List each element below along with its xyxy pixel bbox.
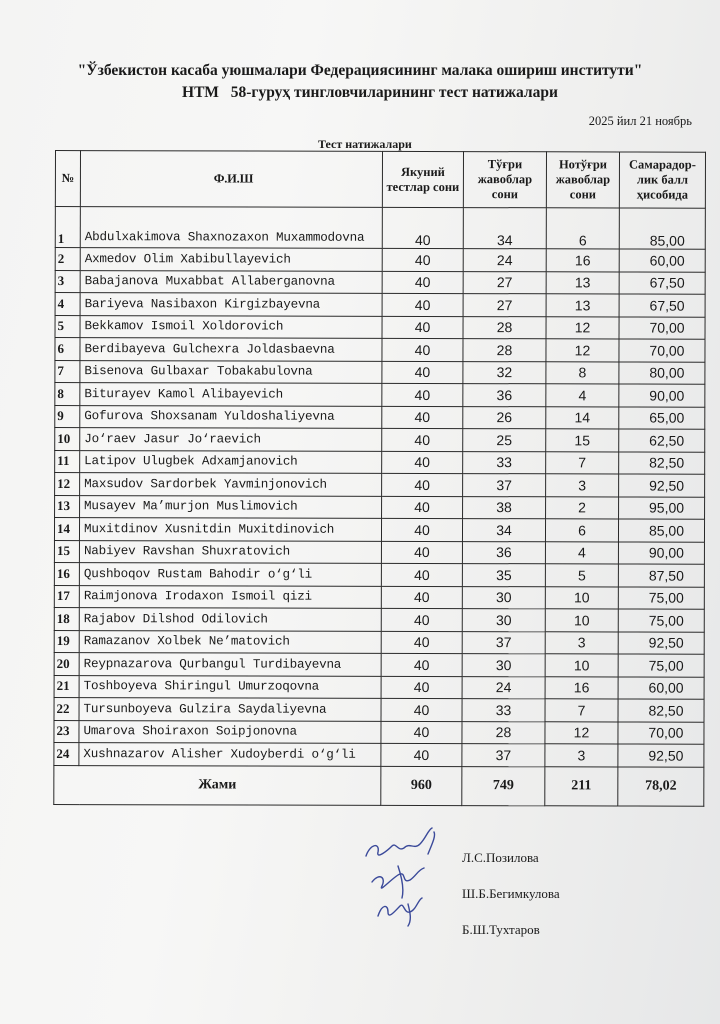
row-score: 82,50 <box>618 699 704 722</box>
row-correct: 33 <box>463 451 546 474</box>
row-total: 40 <box>382 428 463 451</box>
row-score: 62,50 <box>619 429 705 452</box>
row-incorrect: 10 <box>545 586 618 609</box>
row-score: 87,50 <box>618 564 704 587</box>
totals-correct: 749 <box>462 766 545 805</box>
row-score: 70,00 <box>618 721 704 744</box>
row-score: 85,00 <box>618 519 704 542</box>
row-score: 80,00 <box>619 361 705 384</box>
row-number: 11 <box>55 450 80 473</box>
row-correct: 38 <box>463 496 546 519</box>
row-correct: 34 <box>462 519 545 542</box>
column-header-total: Якуний тестлар сони <box>382 151 463 207</box>
row-score: 60,00 <box>619 249 705 272</box>
row-number: 10 <box>55 428 80 451</box>
row-name: Bisenova Gulbaxar Tobakabulovna <box>80 360 382 383</box>
totals-label: Жами <box>54 765 381 805</box>
row-total: 40 <box>382 361 463 384</box>
row-name: Xushnazarov Alisher Xudoyberdi o‘g‘li <box>79 743 381 766</box>
row-incorrect: 4 <box>545 541 618 564</box>
table-row <box>54 562 704 586</box>
table-row <box>54 697 704 721</box>
row-name: Rajabov Dilshod Odilovich <box>79 608 381 631</box>
row-number: 18 <box>54 607 79 630</box>
signature-2 <box>372 866 424 898</box>
row-incorrect: 7 <box>546 451 619 474</box>
row-score: 90,00 <box>618 541 704 564</box>
row-score: 85,00 <box>619 208 705 249</box>
row-total: 40 <box>382 207 463 248</box>
document-date: 2025 йил 21 ноябрь <box>588 114 692 128</box>
row-correct: 25 <box>463 429 546 452</box>
table-row <box>55 207 705 250</box>
row-number: 23 <box>54 720 79 743</box>
column-header-num: № <box>55 151 80 207</box>
row-total: 40 <box>381 698 462 721</box>
row-incorrect: 16 <box>546 249 619 272</box>
row-incorrect: 4 <box>546 384 619 407</box>
row-incorrect: 13 <box>546 294 619 317</box>
row-number: 16 <box>54 562 79 585</box>
row-total: 40 <box>382 316 463 339</box>
row-correct: 27 <box>463 271 546 294</box>
row-name: Abdulxakimova Shaxnozaxon Muxammodovna <box>80 207 382 249</box>
row-name: Bariyeva Nasibaxon Kirgizbayevna <box>80 293 382 316</box>
group-results-title: 58-гуруҳ тингловчиларининг тест натижалари <box>230 84 558 101</box>
row-score: 60,00 <box>618 676 704 699</box>
row-correct: 30 <box>462 586 545 609</box>
row-total: 40 <box>381 586 462 609</box>
row-correct: 26 <box>463 406 546 429</box>
row-incorrect: 12 <box>545 721 618 744</box>
row-total: 40 <box>381 541 462 564</box>
row-name: Nabiyev Ravshan Shuxratovich <box>79 540 381 563</box>
totals-row <box>54 765 704 806</box>
row-number: 9 <box>55 405 80 428</box>
row-name: Toshboyeva Shiringul Umurzoqovna <box>79 675 381 698</box>
row-correct: 37 <box>462 631 545 654</box>
table-row <box>54 630 704 654</box>
table-row <box>55 405 705 429</box>
row-score: 75,00 <box>618 586 704 609</box>
row-name: Umarova Shoiraxon Soipjonovna <box>79 720 381 743</box>
row-name: Musayev Ma’murjon Muslimovich <box>80 495 382 518</box>
institute-title: "Ўзбекистон касаба уюшмалари Федерациясининг малака ошириш институти" <box>77 62 643 79</box>
row-number: 6 <box>55 338 80 361</box>
row-incorrect: 5 <box>545 564 618 587</box>
row-name: Babajanova Muxabbat Allaberganovna <box>80 270 382 293</box>
table-row <box>55 473 705 497</box>
row-number: 20 <box>54 652 79 675</box>
row-number: 1 <box>55 207 80 248</box>
row-name: Maxsudov Sardorbek Yavminjonovich <box>80 473 382 496</box>
row-name: Berdibayeva Gulchexra Joldasbaevna <box>80 338 382 361</box>
group-title <box>40 84 700 102</box>
row-number: 19 <box>54 630 79 653</box>
row-total: 40 <box>381 743 462 766</box>
row-correct: 28 <box>463 316 546 339</box>
row-correct: 24 <box>463 249 546 272</box>
table-row <box>55 293 705 317</box>
row-total: 40 <box>382 248 463 271</box>
results-table <box>53 150 706 806</box>
table-header-row <box>55 151 705 209</box>
row-total: 40 <box>381 608 462 631</box>
row-total: 40 <box>382 338 463 361</box>
row-name: Biturayev Kamol Alibayevich <box>80 383 382 406</box>
row-name: Ramazanov Xolbek Ne’matovich <box>79 630 381 653</box>
row-incorrect: 12 <box>546 316 619 339</box>
row-incorrect: 10 <box>545 609 618 632</box>
row-total: 40 <box>381 653 462 676</box>
table-row <box>54 518 704 542</box>
row-total: 40 <box>382 406 463 429</box>
table-row <box>54 742 704 766</box>
totals-score: 78,02 <box>618 766 704 805</box>
row-total: 40 <box>382 293 463 316</box>
row-correct: 37 <box>462 744 545 767</box>
table-row <box>55 248 705 272</box>
row-number: 21 <box>54 675 79 698</box>
row-incorrect: 2 <box>546 496 619 519</box>
row-correct: 37 <box>463 474 546 497</box>
row-score: 75,00 <box>618 609 704 632</box>
row-name: Latipov Ulugbek Adxamjanovich <box>80 450 382 473</box>
row-name: Reypnazarova Qurbangul Turdibayevna <box>79 653 381 676</box>
row-score: 67,50 <box>619 271 705 294</box>
row-number: 14 <box>54 518 79 541</box>
signatures <box>358 820 468 930</box>
row-score: 75,00 <box>618 654 704 677</box>
row-total: 40 <box>382 383 463 406</box>
row-total: 40 <box>382 496 463 519</box>
row-number: 5 <box>55 315 80 338</box>
table-row <box>54 720 704 744</box>
signatory-2: Ш.Б.Бегимкулова <box>462 886 560 901</box>
org-abbreviation: НТМ <box>182 84 219 101</box>
row-name: Bekkamov Ismoil Xoldorovich <box>80 315 382 338</box>
row-number: 8 <box>55 383 80 406</box>
row-number: 22 <box>54 697 79 720</box>
row-correct: 27 <box>463 294 546 317</box>
row-incorrect: 16 <box>545 676 618 699</box>
row-score: 67,50 <box>619 294 705 317</box>
signature-1 <box>366 828 435 856</box>
row-score: 65,00 <box>619 406 705 429</box>
row-number: 4 <box>55 293 80 316</box>
row-incorrect: 3 <box>545 744 618 767</box>
row-correct: 36 <box>463 384 546 407</box>
row-incorrect: 3 <box>546 474 619 497</box>
signatory-1: Л.С.Позилова <box>462 850 539 865</box>
signatory-3: Б.Ш.Тухтаров <box>462 922 540 937</box>
row-incorrect: 15 <box>546 429 619 452</box>
row-name: Axmedov Olim Xabibullayevich <box>80 248 382 271</box>
row-number: 15 <box>54 540 79 563</box>
row-incorrect: 12 <box>546 339 619 362</box>
row-score: 70,00 <box>619 339 705 362</box>
row-correct: 30 <box>462 609 545 632</box>
row-incorrect: 14 <box>546 406 619 429</box>
table-row <box>55 495 705 519</box>
table-row <box>54 585 704 609</box>
row-name: Muxitdinov Xusnitdin Muxitdinovich <box>79 518 381 541</box>
column-header-correct: Тўғри жавоблар сони <box>463 152 546 208</box>
row-total: 40 <box>382 271 463 294</box>
row-correct: 28 <box>463 339 546 362</box>
row-correct: 24 <box>462 676 545 699</box>
row-name: Gofurova Shoxsanam Yuldoshaliyevna <box>80 405 382 428</box>
row-incorrect: 6 <box>546 208 619 249</box>
document-header <box>40 62 700 102</box>
row-name: Jo‘raev Jasur Jo‘raevich <box>80 428 382 451</box>
table-row <box>55 315 705 339</box>
table-caption: Тест натижалари <box>318 137 412 151</box>
table-row <box>54 675 704 699</box>
row-number: 12 <box>55 473 80 496</box>
row-number: 2 <box>55 248 80 271</box>
row-incorrect: 13 <box>546 271 619 294</box>
row-incorrect: 8 <box>546 361 619 384</box>
totals-total: 960 <box>381 766 462 805</box>
signatory-names <box>462 840 560 948</box>
row-correct: 36 <box>462 541 545 564</box>
row-correct: 35 <box>462 564 545 587</box>
row-total: 40 <box>382 451 463 474</box>
row-correct: 28 <box>462 721 545 744</box>
row-total: 40 <box>381 721 462 744</box>
table-row <box>55 360 705 384</box>
row-score: 92,50 <box>618 744 704 767</box>
row-score: 92,50 <box>619 474 705 497</box>
table-row <box>54 540 704 564</box>
table-row <box>55 270 705 294</box>
row-correct: 34 <box>463 208 546 249</box>
row-score: 82,50 <box>619 451 705 474</box>
row-name: Tursunboyeva Gulzira Saydaliyevna <box>79 698 381 721</box>
row-total: 40 <box>381 518 462 541</box>
row-total: 40 <box>381 631 462 654</box>
table-body <box>54 207 705 767</box>
row-total: 40 <box>381 676 462 699</box>
row-correct: 30 <box>462 654 545 677</box>
row-correct: 32 <box>463 361 546 384</box>
row-score: 95,00 <box>619 496 705 519</box>
row-number: 13 <box>55 495 80 518</box>
table-row <box>55 383 705 407</box>
table-row <box>55 450 705 474</box>
row-number: 7 <box>55 360 80 383</box>
row-incorrect: 10 <box>545 654 618 677</box>
column-header-incorrect: Нотўғри жавоблар сони <box>546 152 619 208</box>
table-row <box>54 607 704 631</box>
row-incorrect: 7 <box>545 699 618 722</box>
column-header-score: Самарадор-лик балл ҳисобида <box>619 152 705 208</box>
row-incorrect: 3 <box>545 631 618 654</box>
row-number: 24 <box>54 742 79 765</box>
row-correct: 33 <box>462 699 545 722</box>
row-incorrect: 6 <box>545 519 618 542</box>
totals-incorrect: 211 <box>545 766 618 805</box>
signature-3 <box>378 898 422 926</box>
table-row <box>55 428 705 452</box>
row-name: Qushboqov Rustam Bahodir o‘g‘li <box>79 563 381 586</box>
table-row <box>55 338 705 362</box>
row-score: 70,00 <box>619 316 705 339</box>
row-number: 17 <box>54 585 79 608</box>
column-header-name: Ф.И.Ш <box>80 151 382 208</box>
row-score: 90,00 <box>619 384 705 407</box>
row-name: Raimjonova Irodaxon Ismoil qizi <box>79 585 381 608</box>
row-total: 40 <box>381 563 462 586</box>
row-total: 40 <box>382 473 463 496</box>
row-score: 92,50 <box>618 631 704 654</box>
table-row <box>54 652 704 676</box>
row-number: 3 <box>55 270 80 293</box>
